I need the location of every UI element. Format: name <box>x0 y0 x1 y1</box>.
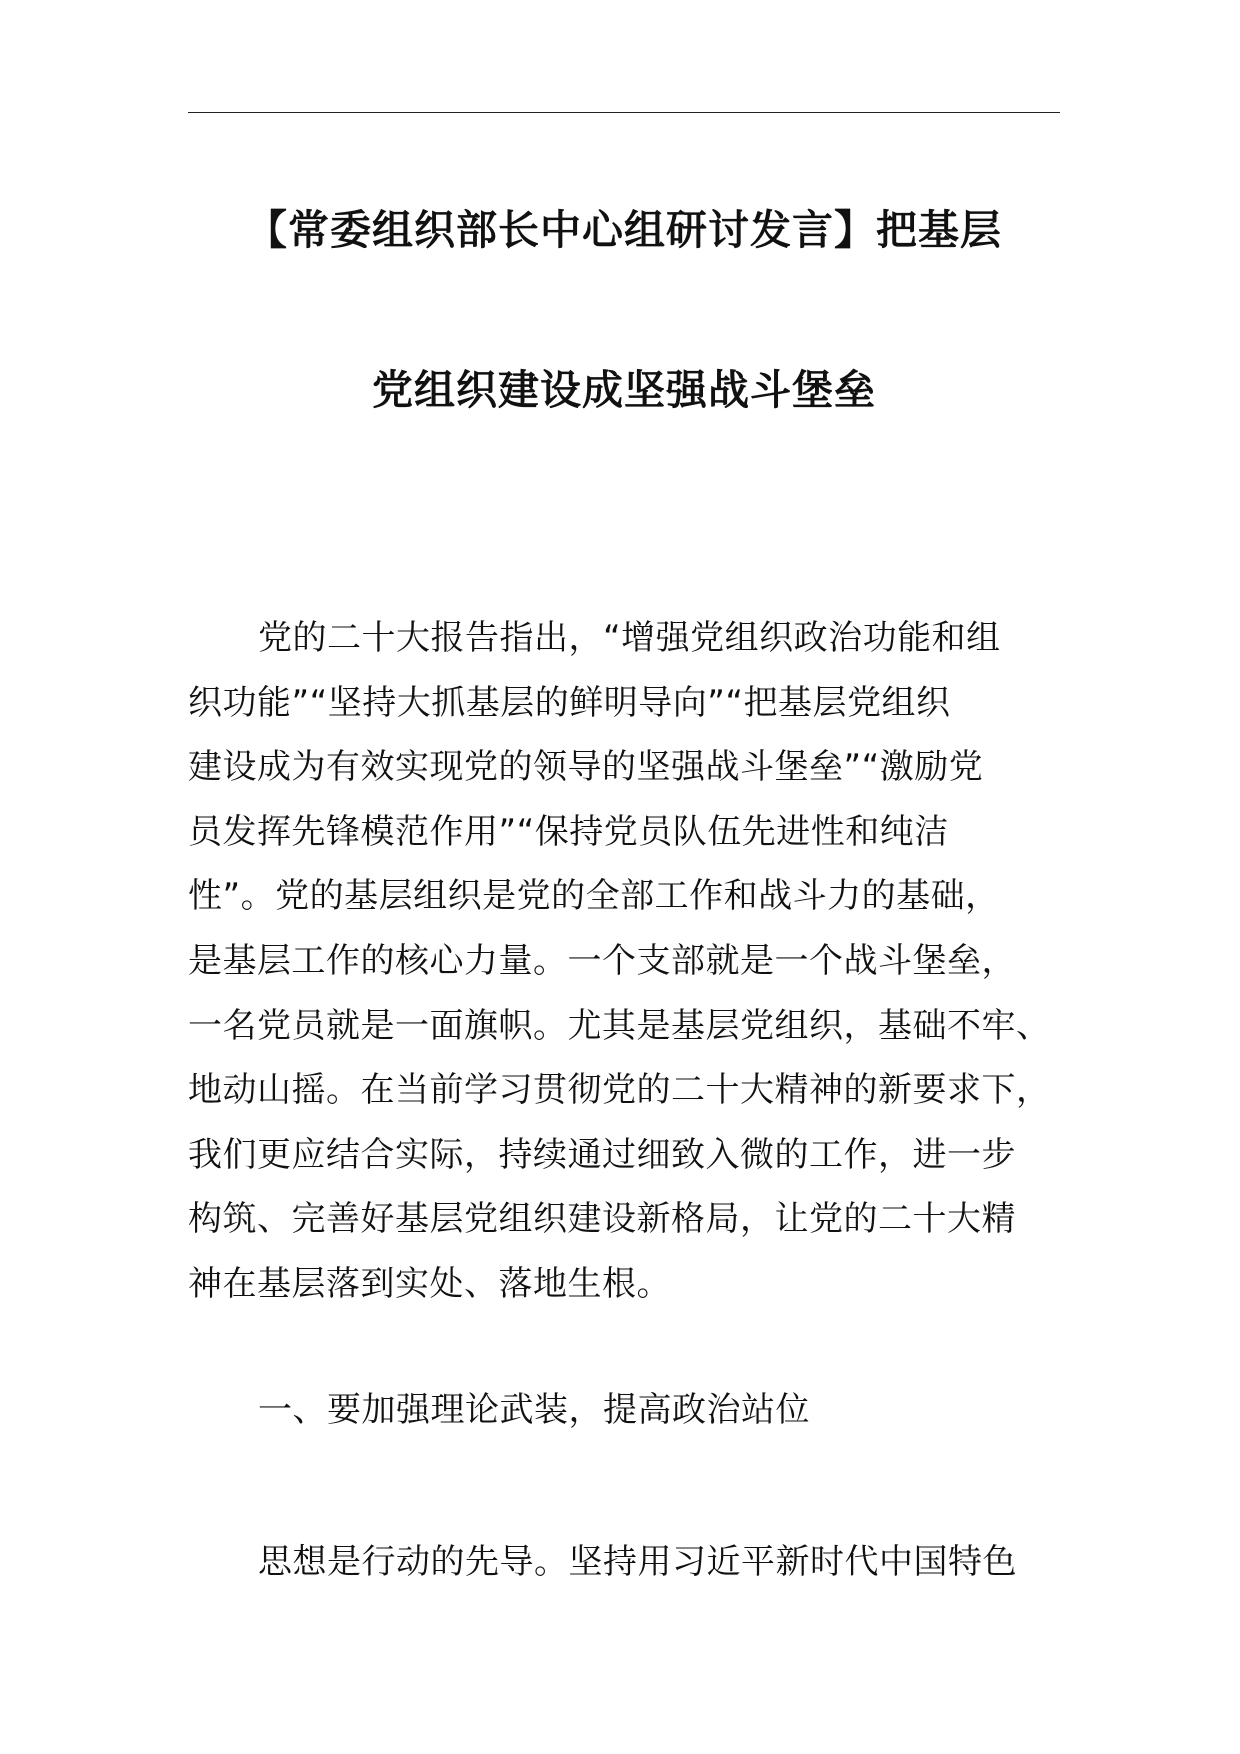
intro-line: 一名党员就是一面旗帜。尤其是基层党组织，基础不牢、 <box>188 1005 1051 1046</box>
section-heading-1: 一、要加强理论武装，提高政治站位 <box>258 1390 810 1430</box>
intro-line: 织功能”“坚持大抓基层的鲜明导向”“把基层党组织 <box>188 682 951 723</box>
intro-line: 性”。党的基层组织是党的全部工作和战斗力的基础， <box>188 876 1000 917</box>
intro-line: 构筑、完善好基层党组织建设新格局，让党的二十大精 <box>188 1199 1016 1240</box>
title-line-2: 党组织建设成坚强战斗堡垒 <box>372 366 876 414</box>
intro-line: 建设成为有效实现党的领导的坚强战斗堡垒”“激励党 <box>188 747 984 788</box>
intro-line: 员发挥先锋模范作用”“保持党员队伍先进性和纯洁 <box>188 811 949 852</box>
title-line-1: 【常委组织部长中心组研讨发言】把基层 <box>246 206 1002 254</box>
intro-line: 神在基层落到实处、落地生根。 <box>188 1263 671 1304</box>
header-rule <box>188 112 1060 113</box>
intro-line: 地动山摇。在当前学习贯彻党的二十大精神的新要求下， <box>188 1070 1051 1111</box>
section-1-paragraph: 思想是行动的先导。坚持用习近平新时代中国特色 <box>258 1542 1017 1582</box>
intro-line: 党的二十大报告指出，“增强党组织政治功能和组 <box>258 618 1001 658</box>
intro-line: 我们更应结合实际，持续通过细致入微的工作，进一步 <box>188 1134 1016 1175</box>
intro-paragraph <box>188 606 1068 1317</box>
intro-line: 是基层工作的核心力量。一个支部就是一个战斗堡垒， <box>188 940 1016 981</box>
